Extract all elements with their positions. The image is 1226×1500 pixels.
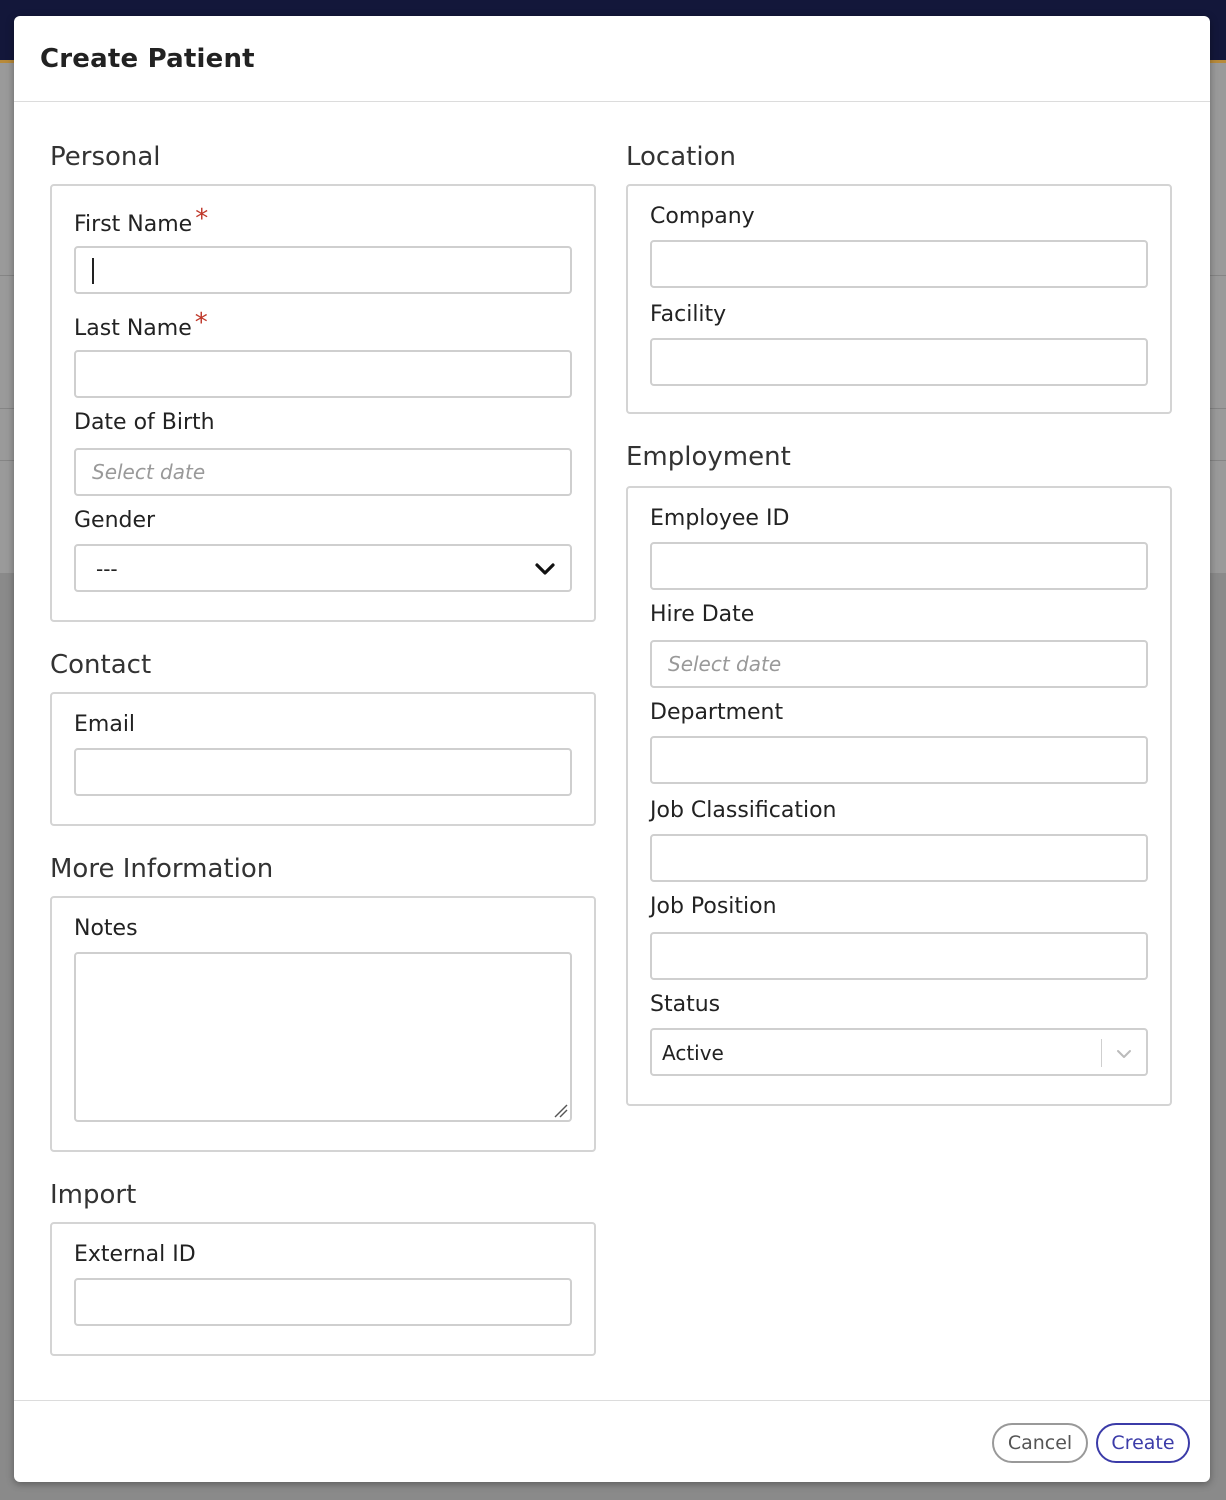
gender-label: Gender (74, 508, 156, 533)
modal-footer (14, 1400, 1210, 1482)
more-information-card (50, 896, 596, 1152)
hire-date-placeholder: Select date (668, 652, 782, 676)
employee-id-label: Employee ID (650, 506, 790, 531)
job-position-label: Job Position (650, 894, 777, 919)
company-label: Company (650, 204, 755, 229)
chevron-down-icon[interactable] (1114, 1044, 1134, 1064)
hire-date-label: Hire Date (650, 602, 755, 627)
import-card (50, 1222, 596, 1356)
modal-body (14, 102, 1210, 1400)
company-input[interactable] (650, 240, 1148, 288)
email-field[interactable] (74, 748, 572, 796)
cancel-button[interactable]: Cancel (992, 1423, 1088, 1463)
chevron-down-icon (534, 558, 556, 580)
external-id-input[interactable] (74, 1278, 572, 1326)
select-separator (1101, 1039, 1102, 1067)
hire-date-picker[interactable] (650, 640, 1148, 688)
section-title-employment: Employment (626, 442, 791, 472)
section-title-location: Location (626, 142, 736, 172)
employment-card (626, 486, 1172, 1106)
section-title-import: Import (50, 1180, 137, 1210)
status-selected-value: Active (662, 1041, 724, 1065)
gender-select[interactable] (74, 544, 572, 592)
section-title-more-information: More Information (50, 854, 274, 884)
modal-header (14, 16, 1210, 102)
text-cursor (92, 258, 94, 284)
job-position-input[interactable] (650, 932, 1148, 980)
create-button[interactable]: Create (1096, 1423, 1190, 1463)
section-title-contact: Contact (50, 650, 152, 680)
last-name-label: Last Name * (74, 308, 208, 341)
section-title-personal: Personal (50, 142, 161, 172)
employee-id-input[interactable] (650, 542, 1148, 590)
facility-input[interactable] (650, 338, 1148, 386)
resize-handle-icon[interactable] (552, 1102, 568, 1118)
department-input[interactable] (650, 736, 1148, 784)
status-select[interactable] (650, 1028, 1148, 1076)
location-card (626, 184, 1172, 414)
job-classification-input[interactable] (650, 834, 1148, 882)
external-id-label: External ID (74, 1242, 196, 1267)
contact-card (50, 692, 596, 826)
personal-card (50, 184, 596, 622)
last-name-input[interactable] (74, 350, 572, 398)
modal-title: Create Patient (40, 43, 255, 74)
notes-textarea[interactable] (74, 952, 572, 1122)
department-label: Department (650, 700, 784, 725)
required-asterisk: * (195, 204, 209, 234)
first-name-label: First Name * (74, 204, 209, 237)
date-of-birth-picker[interactable] (74, 448, 572, 496)
gender-selected-value: --- (96, 557, 118, 581)
notes-label: Notes (74, 916, 138, 941)
status-label: Status (650, 992, 721, 1017)
create-patient-modal (14, 16, 1210, 1482)
date-of-birth-placeholder: Select date (92, 460, 206, 484)
date-of-birth-label: Date of Birth (74, 410, 215, 435)
job-classification-label: Job Classification (650, 798, 837, 823)
first-name-input[interactable] (74, 246, 572, 294)
required-asterisk: * (194, 308, 208, 338)
facility-label: Facility (650, 302, 727, 327)
email-label: Email (74, 712, 136, 737)
